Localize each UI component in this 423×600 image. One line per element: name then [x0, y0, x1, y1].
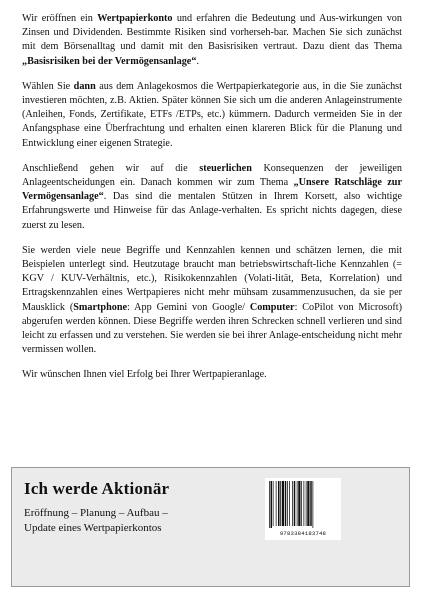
text-run: . — [196, 55, 199, 67]
barcode-bar — [285, 481, 287, 526]
bold-text: „Basisrisiken bei der Vermögensanlage“ — [22, 55, 197, 67]
barcode-bar — [301, 481, 302, 526]
paragraph-4 — [22, 244, 402, 358]
text-run: und erfahren die Bedeutung und Aus-wirkungen von Zinsen und Dividenden. Bestimmte Risiken sind vorherseh-bar. Machen Sie sich zunächst mit dem Börsenalltag und damit mit den Basisrisiken vertraut. Dazu dient das Thema — [22, 13, 402, 53]
subtitle-line-1: Eröffnung – Planung – Aufbau – — [24, 507, 168, 519]
text-run: : App Gemini von Google/ — [127, 301, 250, 313]
text-run: Wir eröffnen ein — [22, 13, 98, 24]
text-run: Konsequenzen der jeweiligen Anlageentscheidungen ein. Danach kommen wir zum Thema — [22, 162, 403, 189]
barcode-bar — [306, 481, 307, 526]
bold-text: steuerlichen — [199, 162, 252, 174]
barcode-icon — [268, 481, 338, 529]
blurb-text — [22, 12, 402, 394]
barcode-bar — [298, 481, 300, 526]
bold-text: Wertpapierkonto — [97, 13, 173, 24]
paragraph-2 — [22, 80, 402, 151]
barcode-bar — [304, 481, 305, 526]
bold-text: „Unsere Ratschläge zur Vermögensanlage“ — [22, 177, 402, 203]
barcode-bar — [289, 481, 290, 526]
barcode-bar — [292, 481, 293, 526]
barcode-bar — [313, 481, 314, 528]
barcode-bar — [280, 481, 281, 526]
paragraph-5: Wir wünschen Ihnen viel Erfolg bei Ihrer Wertpapieranlage. — [22, 369, 267, 381]
text-run: . Das sind die mentalen Stützen in Ihrem Korsett, also wichtige Erfahrungswerte und Hinweise für das Anlage-verhalten. Es spricht nichts dagegen, diese zuerst zu lesen. — [22, 191, 402, 231]
book-subtitle — [24, 506, 254, 536]
barcode-bar — [294, 481, 296, 526]
isbn-barcode — [265, 478, 341, 540]
paragraph-3 — [22, 162, 402, 233]
barcode-bar — [307, 481, 309, 526]
text-run: Wählen Sie — [22, 80, 74, 92]
barcode-bar — [273, 481, 274, 526]
text-run: : CoPilot von Microsoft) abgerufen werden können. Diese Begriffe werden ihren Schrecken schnell verlieren und sind leicht zu erfassen und zu verstehen. Sie werden sie bei ihrer Anlage-entscheidung nicht mehr vermissen wollen. — [22, 301, 402, 356]
barcode-bar — [269, 481, 270, 528]
bold-text: Smartphone — [73, 301, 128, 313]
paragraph-1 — [22, 12, 402, 69]
barcode-bar — [276, 481, 277, 526]
barcode-bar — [278, 481, 280, 526]
barcode-bar — [271, 481, 273, 528]
barcode-bar — [297, 481, 298, 526]
barcode-bar — [287, 481, 288, 526]
title-box — [11, 467, 410, 587]
bold-text: dann — [73, 80, 96, 92]
text-run: Anschließend gehen wir auf die — [22, 162, 200, 174]
subtitle-line-2: Update eines Wertpapierkontos — [24, 522, 162, 534]
bold-text: Computer — [249, 301, 295, 313]
text-run: Sie werden viele neue Begriffe und Kennzahlen kennen und schätzen lernen, die mit Beispielen unterlegt sind. Heutzutage braucht man betriebswirtschaft-liche Kennzahlen (= KGV / KUV-Verhältnis, etc.), Risikokennzahlen (Volati-lität, Beta, Korrelation) und Ertragskennzahlen eines Wertpapieres nicht mehr mühsam zusammenzusuchen, da sie per Mausklick ( — [22, 244, 402, 313]
barcode-bar — [282, 481, 284, 526]
text-run: aus dem Anlagekosmos die Wertpapierkategorie aus, in die Sie zunächst investieren möchten, z.B. Aktien. Später können Sie sich um die anderen Anlageinstrumente (Anleihen, Fonds, Zertifikate, ETFs /ETPs, etc.) kümmern. Dadurch vermeiden Sie in der Anfangsphase eine Überfrachtung und erhalten einen klareren Blick für die Planung und Entwicklung einer eigenen Strategie. — [22, 80, 402, 149]
book-title: Ich werde Aktionär — [24, 479, 170, 498]
barcode-number: 9783384183748 — [279, 530, 327, 537]
barcode-bar — [310, 481, 312, 526]
